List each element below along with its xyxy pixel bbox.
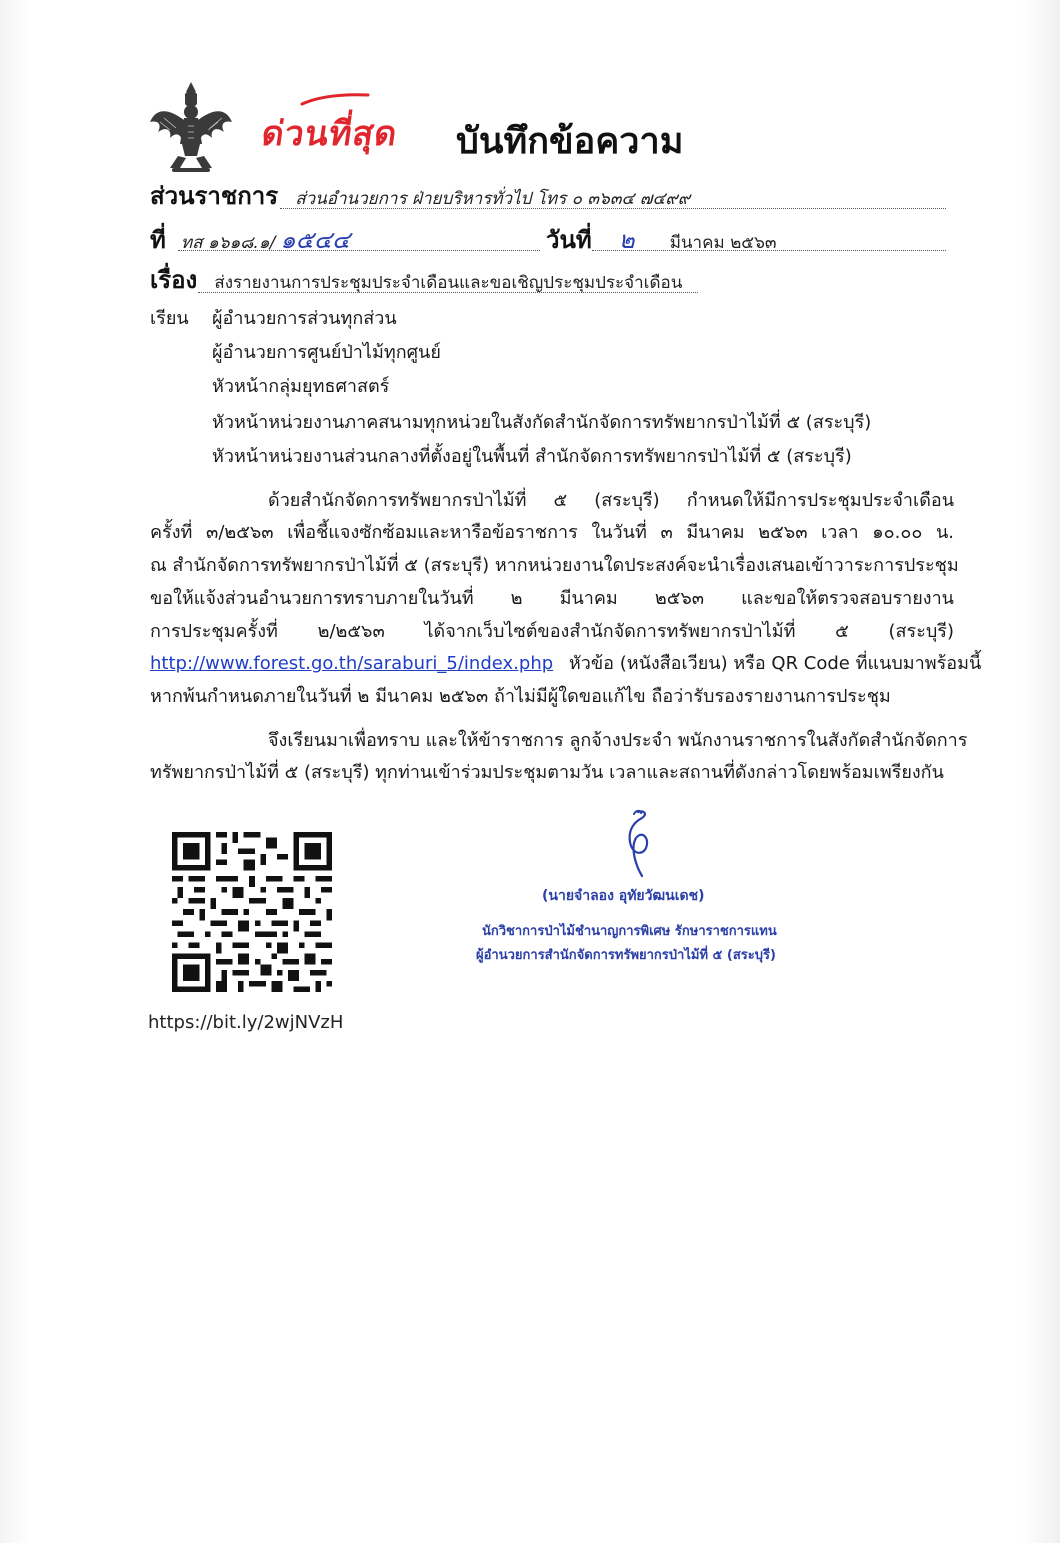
date-month-year: มีนาคม ๒๕๖๓ bbox=[669, 233, 777, 253]
signatory-position-line1: นักวิชาการป่าไม้ชำนาญการพิเศษ รักษาราชการแทน bbox=[482, 924, 777, 939]
reference-label: ที่ bbox=[150, 226, 166, 254]
recipient-line: หัวหน้าหน่วยงานภาคสนามทุกหน่วยในสังกัดสำนักจัดการทรัพยากรป่าไม้ที่ ๕ (สระบุรี) bbox=[212, 412, 872, 433]
body-line: การประชุมครั้งที่ ๒/๒๕๖๓ ได้จากเว็บไซต์ของสำนักจัดการทรัพยากรป่าไม้ที่ ๕ (สระบุรี) bbox=[150, 621, 954, 642]
signatory-position-line2: ผู้อำนวยการสำนักจัดการทรัพยากรป่าไม้ที่ ๕ (สระบุรี) bbox=[476, 948, 776, 963]
recipient-line: ผู้อำนวยการส่วนทุกส่วน bbox=[212, 308, 397, 329]
subject-label: เรื่อง bbox=[150, 266, 198, 294]
website-link[interactable]: http://www.forest.go.th/saraburi_5/index.php bbox=[150, 653, 554, 674]
handwritten-signature bbox=[608, 808, 668, 880]
recipient-line: หัวหน้าหน่วยงานส่วนกลางที่ตั้งอยู่ในพื้นที่ สำนักจัดการทรัพยากรป่าไม้ที่ ๕ (สระบุรี) bbox=[212, 446, 852, 467]
reference-value: ทส ๑๖๑๘.๑/ bbox=[180, 233, 276, 253]
body-line: ทรัพยากรป่าไม้ที่ ๕ (สระบุรี) ทุกท่านเข้าร่วมประชุมตามวัน เวลาและสถานที่ดังกล่าวโดยพร้อมเพรียงกัน bbox=[150, 762, 944, 783]
date-row bbox=[546, 220, 777, 252]
date-label: วันที่ bbox=[546, 226, 592, 254]
body-line: ครั้งที่ ๓/๒๕๖๓ เพื่อชี้แจงซักซ้อมและหารือข้อราชการ ในวันที่ ๓ มีนาคม ๒๕๖๓ เวลา ๑๐.๐๐ น. bbox=[150, 522, 954, 543]
memo-title: บันทึกข้อความ bbox=[456, 121, 684, 162]
link-line bbox=[150, 655, 981, 673]
urgency-stamp: ด่วนที่สุด bbox=[259, 114, 401, 154]
reference-dotted-line bbox=[178, 250, 540, 251]
date-dotted-line bbox=[592, 250, 946, 251]
body-line: ด้วยสำนักจัดการทรัพยากรป่าไม้ที่ ๕ (สระบุรี) กำหนดให้มีการประชุมประจำเดือน bbox=[268, 490, 954, 511]
reference-row bbox=[150, 220, 350, 252]
signatory-name: (นายจำลอง อุทัยวัฒนเดช) bbox=[542, 888, 705, 904]
department-value: ส่วนอำนวยการ ฝ่ายบริหารทั่วไป โทร ๐ ๓๖๓๔ ๗๔๙๙ bbox=[295, 189, 691, 209]
department-row bbox=[150, 176, 690, 208]
body-line: หากพ้นกำหนดภายในวันที่ ๒ มีนาคม ๒๕๖๓ ถ้าไม่มีผู้ใดขอแก้ไข ถือว่ารับรองรายงานการประชุม bbox=[150, 686, 891, 707]
body-line: ณ สำนักจัดการทรัพยากรป่าไม้ที่ ๕ (สระบุรี) หากหน่วยงานใดประสงค์จะนำเรื่องเสนอเข้าวาระการประชุม bbox=[150, 555, 959, 576]
subject-dotted-line bbox=[198, 292, 698, 293]
qr-short-url[interactable]: https://bit.ly/2wjNVzH bbox=[148, 1012, 344, 1033]
date-day-handwritten: ๒ bbox=[618, 226, 635, 254]
salutation-label: เรียน bbox=[150, 308, 189, 329]
recipient-line: หัวหน้ากลุ่มยุทธศาสตร์ bbox=[212, 376, 390, 397]
link-trailing-text: หัวข้อ (หนังสือเวียน) หรือ QR Code ที่แนบมาพร้อมนี้ bbox=[568, 653, 982, 674]
garuda-emblem-icon bbox=[148, 78, 234, 174]
stamp-underline-mark bbox=[300, 92, 370, 106]
department-dotted-line bbox=[280, 208, 946, 209]
reference-number-handwritten: ๑๕๔๔ bbox=[280, 226, 351, 254]
qr-code-icon bbox=[172, 832, 332, 992]
recipient-line: ผู้อำนวยการศูนย์ป่าไม้ทุกศูนย์ bbox=[212, 342, 441, 363]
body-line: ขอให้แจ้งส่วนอำนวยการทราบภายในวันที่ ๒ มีนาคม ๒๕๖๓ และขอให้ตรวจสอบรายงาน bbox=[150, 588, 954, 609]
body-line: จึงเรียนมาเพื่อทราบ และให้ข้าราชการ ลูกจ้างประจำ พนักงานราชการในสังกัดสำนักจัดการ bbox=[268, 730, 968, 751]
department-label: ส่วนราชการ bbox=[150, 182, 279, 210]
subject-value: ส่งรายงานการประชุมประจำเดือนและขอเชิญประชุมประจำเดือน bbox=[214, 273, 683, 293]
subject-row bbox=[150, 260, 682, 292]
